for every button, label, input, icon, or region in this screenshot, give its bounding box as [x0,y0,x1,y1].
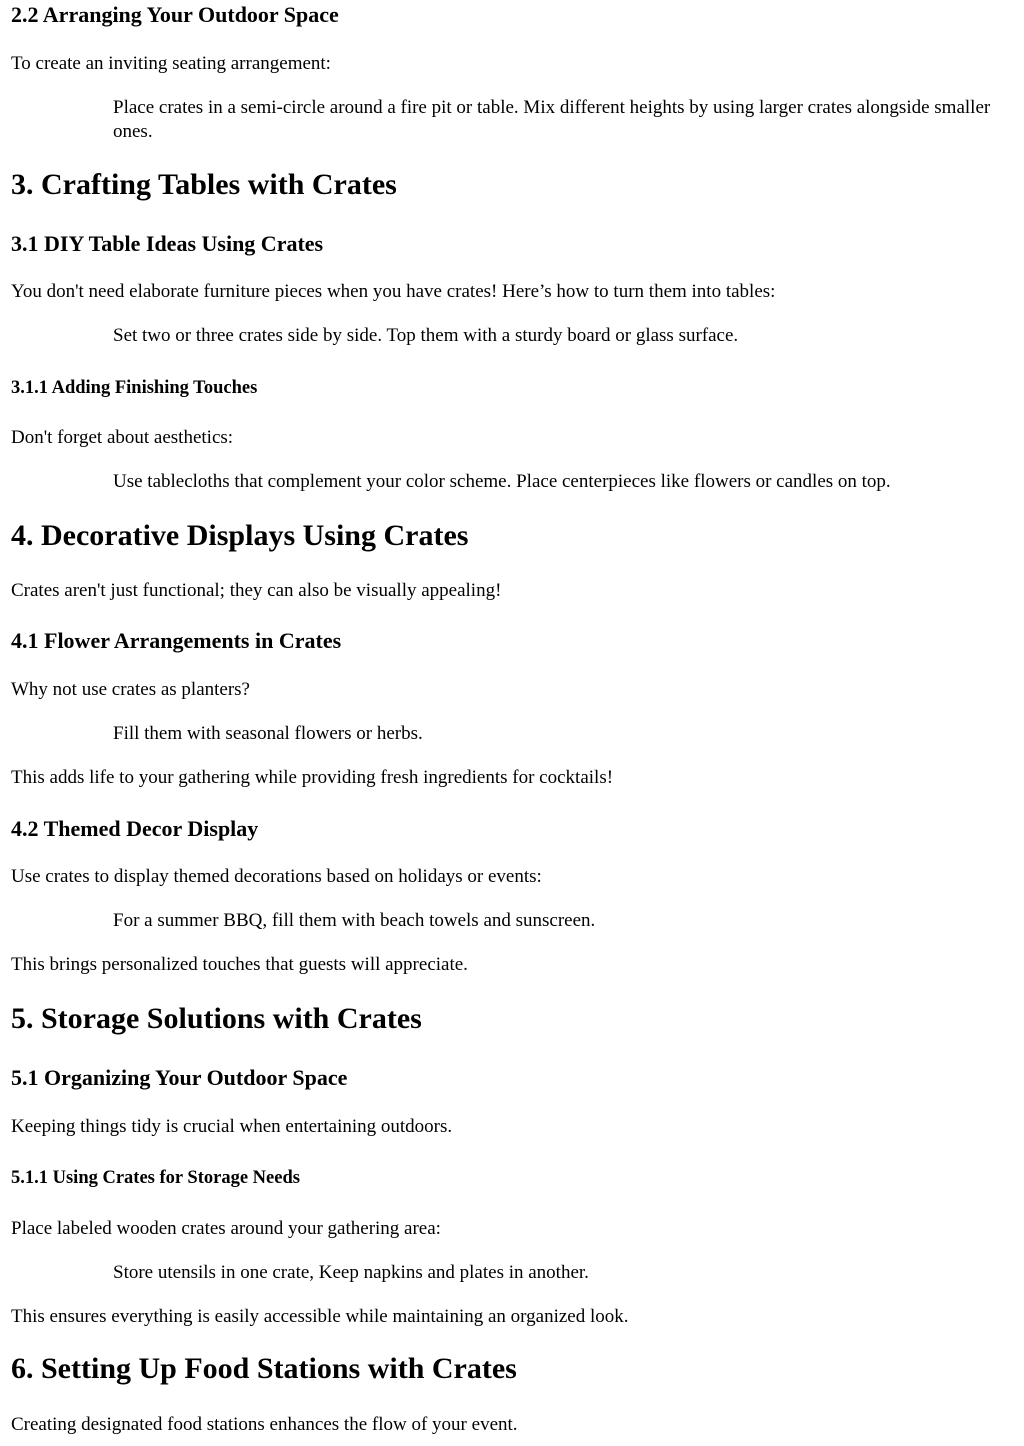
paragraph: You don't need elaborate furniture pieces when you have crates! Here’s how to turn them into tables: [11,281,776,302]
chapter-heading: 5. Storage Solutions with Crates [11,1002,422,1035]
blockquote: Place crates in a semi-circle around a fire pit or table. Mix different heights by using larger crates alongside smaller ones. [113,97,991,142]
paragraph: This brings personalized touches that guests will appreciate. [11,954,468,975]
section-heading: 3.1 DIY Table Ideas Using Crates [11,231,324,256]
blockquote: Set two or three crates side by side. Top them with a sturdy board or glass surface. [113,325,739,346]
blockquote: Fill them with seasonal flowers or herbs. [113,723,423,744]
blockquote: Store utensils in one crate, Keep napkins and plates in another. [113,1262,589,1283]
chapter-heading: 6. Setting Up Food Stations with Crates [11,1352,517,1385]
paragraph: This adds life to your gathering while providing fresh ingredients for cocktails! [11,767,614,788]
section-heading: 2.2 Arranging Your Outdoor Space [11,2,339,27]
paragraph: Creating designated food stations enhances the flow of your event. [11,1414,518,1435]
blockquote: For a summer BBQ, fill them with beach towels and sunscreen. [113,910,596,931]
chapter-heading: 4. Decorative Displays Using Crates [11,519,469,552]
paragraph: This ensures everything is easily accessible while maintaining an organized look. [11,1306,629,1327]
paragraph: Use crates to display themed decorations based on holidays or events: [11,866,542,887]
paragraph: Don't forget about aesthetics: [11,427,234,448]
paragraph: Keeping things tidy is crucial when entertaining outdoors. [11,1116,453,1137]
section-heading: 4.2 Themed Decor Display [11,816,259,841]
chapter-heading: 3. Crafting Tables with Crates [11,168,397,201]
subsection-heading: 5.1.1 Using Crates for Storage Needs [11,1168,300,1188]
paragraph: Why not use crates as planters? [11,679,250,700]
section-heading: 4.1 Flower Arrangements in Crates [11,628,342,653]
section-heading: 5.1 Organizing Your Outdoor Space [11,1065,348,1090]
subsection-heading: 3.1.1 Adding Finishing Touches [11,378,258,398]
paragraph: Place labeled wooden crates around your gathering area: [11,1218,441,1239]
blockquote: Use tablecloths that complement your color scheme. Place centerpieces like flowers or candles on top. [113,471,891,492]
paragraph: To create an inviting seating arrangement: [11,53,331,74]
paragraph: Crates aren't just functional; they can also be visually appealing! [11,580,502,601]
